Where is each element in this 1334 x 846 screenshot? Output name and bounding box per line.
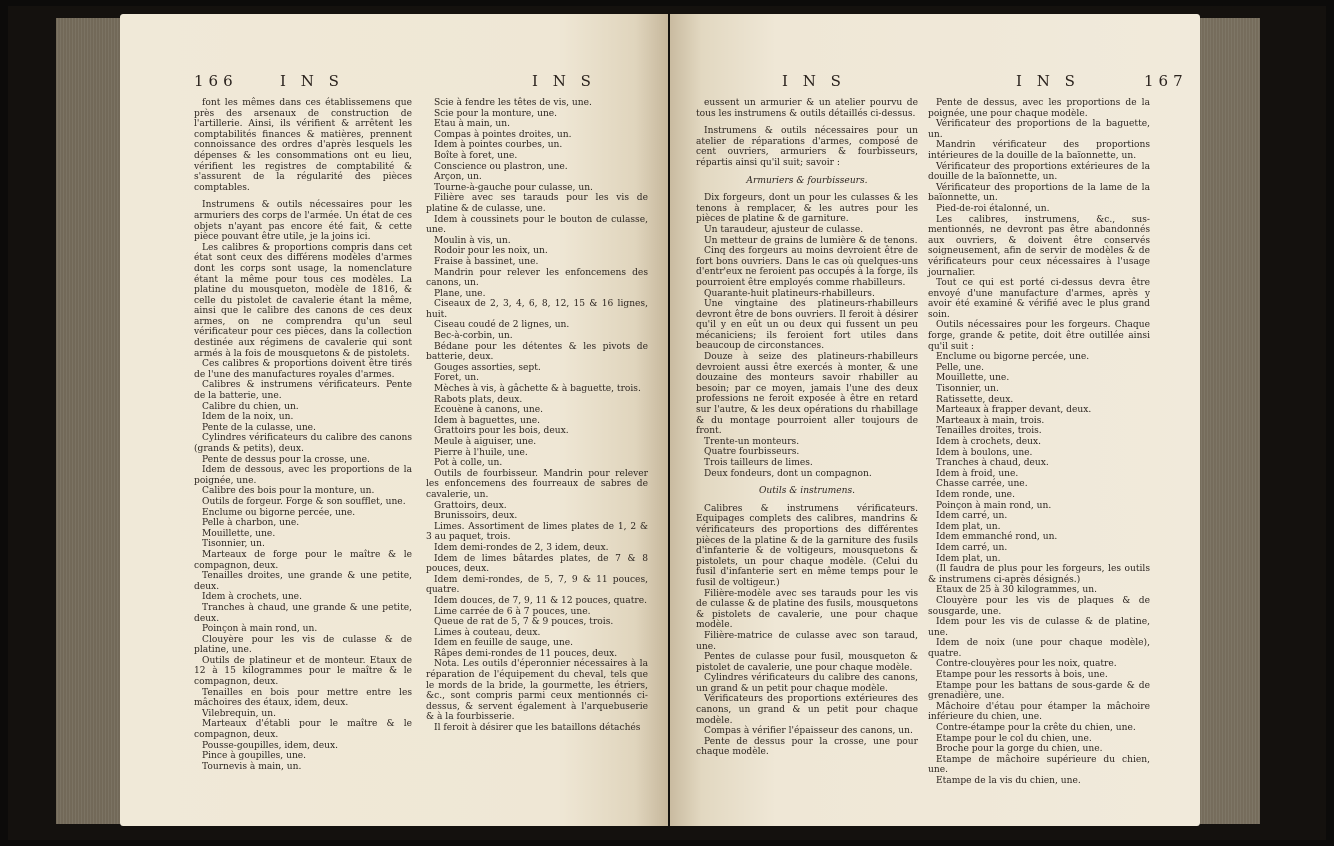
text-line: Etaux de 25 à 30 kilogrammes, un. xyxy=(936,585,1097,596)
text-line: Armuriers & fourbisseurs. xyxy=(746,175,868,186)
text-line: Compas à vérifier l'épaisseur des canons, un. xyxy=(704,726,913,737)
text-line: Scie pour la monture, une. xyxy=(434,108,558,119)
text-line: Fraise à bassinet, une. xyxy=(434,256,539,267)
text-line: Tranches à chaud, deux. xyxy=(936,458,1049,469)
text-line: Broche pour la gorge du chien, une. xyxy=(936,744,1103,755)
text-line: Pierre à l'huile, une. xyxy=(434,447,528,458)
text-line: Mandrin pour relever les enfoncemens des canons, un. xyxy=(426,267,648,289)
text-line: Idem à froid, une. xyxy=(936,468,1019,479)
text-line: Idem demi-rondes, de 5, 7, 9 & 11 pouces, quatre. xyxy=(426,574,648,596)
text-line: Etampe pour les battans de sous-garde & de grenadière, une. xyxy=(928,680,1150,702)
text-line: Filière-matrice de culasse avec son taraud, une. xyxy=(696,630,918,652)
text-line: Tournevis à main, un. xyxy=(202,761,302,772)
text-line: Lime carrée de 6 à 7 pouces, une. xyxy=(434,606,591,617)
text-line: Instrumens & outils nécessaires pour les armuriers des corps de l'armée. Un état de ces objets n'ayant pas encore été fait, & cette pièce pouvant être utile, je la joins ici. xyxy=(194,200,412,243)
text-line: Pousse-goupilles, idem, deux. xyxy=(202,740,338,751)
text-line: Vérificateur des proportions extérieures de la douille de la baïonnette, un. xyxy=(928,161,1150,183)
text-line: Calibre des bois pour la monture, un. xyxy=(202,486,375,497)
text-line: Idem à coussinets pour le bouton de culasse, une. xyxy=(426,214,648,236)
text-line: Il feroit à désirer que les bataillons détachés xyxy=(434,723,641,734)
text-line: Rabots plats, deux. xyxy=(434,394,523,405)
text-line: Outils de fourbisseur. Mandrin pour relever les enfoncemens des fourreaux de sabres de cavalerie, un. xyxy=(426,468,648,500)
text-line: Mèches à vis, à gâchette & à baguette, trois. xyxy=(434,384,641,395)
text-line: Grattoirs pour les bois, deux. xyxy=(434,426,569,437)
text-line xyxy=(696,169,918,176)
text-line: Un metteur de grains de lumière & de tenons. xyxy=(704,235,918,246)
text-line: Boîte à foret, une. xyxy=(434,150,518,161)
text-line: Outils de forgeur. Forge & son soufflet, une. xyxy=(202,496,406,507)
text-line: Chasse carrée, une. xyxy=(936,479,1028,490)
left-page-column-1 xyxy=(194,98,412,772)
text-line: Pente de dessus pour la crosse, une pour chaque modèle. xyxy=(696,736,918,758)
text-line: Idem de la noix, un. xyxy=(202,412,294,423)
text-line: Idem de noix (une pour chaque modèle), quatre. xyxy=(928,638,1150,659)
text-line: Cylindres vérificateurs du calibre des canons (grands & petits), deux. xyxy=(194,433,412,454)
text-line: Pentes de culasse pour fusil, mousqueton & pistolet de cavalerie, une pour chaque modèle. xyxy=(696,652,918,673)
text-line: Outils de platineur et de monteur. Etaux de 12 à 15 kilogrammes pour le maître & le compagnon, deux. xyxy=(194,655,412,688)
text-line: Idem en feuille de sauge, une. xyxy=(434,638,574,649)
left-page-number: 166 xyxy=(194,72,238,90)
text-line: Outils & instrumens. xyxy=(758,486,856,497)
text-line: Vérificateur des proportions de la baguette, un. xyxy=(928,119,1150,140)
text-line: eussent un armurier & un atelier pourvu de tous les instrumens & outils détaillés ci-dessus. xyxy=(696,98,918,119)
text-line: Idem demi-rondes de 2, 3 idem, deux. xyxy=(434,542,609,553)
text-line: Bec-à-corbin, un. xyxy=(434,331,513,342)
text-line: Calibres & instrumens vérificateurs. Equipages complets des calibres, mandrins & vérificateurs des proportions des différentes pièces de la platine & de la garniture des fusils d'infanterie & de voltigeurs, mousquetons & pistolets, un pour chaque modèle. (Celui du fusil d'infanterie sert en même temps pour le fusil de voltigeur.) xyxy=(696,503,918,588)
text-line: Marteaux de forge pour le maître & le compagnon, deux. xyxy=(194,549,412,571)
right-page-edges xyxy=(1200,18,1260,824)
text-line: Pente de la culasse, une. xyxy=(202,422,316,433)
left-header-right: I N S xyxy=(532,72,596,90)
text-line: Pied-de-roi étalonné, un. xyxy=(936,203,1050,214)
text-line: Mouillette, une. xyxy=(202,528,276,539)
text-line: Quatre fourbisseurs. xyxy=(704,447,800,458)
text-line: Quarante-huit platineurs-rhabilleurs. xyxy=(704,288,875,299)
text-line: Les calibres, instrumens, &c., sus-mentionnés, ne devront pas être abandonnés aux ouvriers, & doivent être conservés soigneusement, afin de servir de modèles & de vérificateurs pour ceux nécessaires à l'usage journalier. xyxy=(928,214,1150,278)
text-line: Marteaux à main, trois. xyxy=(936,415,1045,426)
right-page-column-1 xyxy=(696,98,918,758)
text-line: Ratissette, deux. xyxy=(936,394,1014,405)
left-header-left: I N S xyxy=(280,72,344,90)
text-line: Idem carré, un. xyxy=(936,511,1008,522)
text-line: Tranches à chaud, une grande & une petite, deux. xyxy=(194,602,412,624)
text-line: Marteaux d'établi pour le maître & le compagnon, deux. xyxy=(194,719,412,741)
text-line: Nota. Les outils d'éperonnier nécessaires à la réparation de l'équipement du cheval, tels que le mords de la bride, la gourmette, les étriers, &c., sont compris parmi ceux mentionnés ci-dessus, & servent également à l'arquebuserie & à la fourbisserie. xyxy=(426,659,648,723)
left-page xyxy=(120,14,668,826)
text-line: Les calibres & proportions compris dans cet état sont ceux des différens modèles d'armes dont les corps sont usage, la nomenclature étant la même pour tous ces modèles. La platine du mousqueton, modèle de 1816, & celle du pistolet de cavalerie étant la même, ainsi que le calibre des canons de ces deux armes, on ne comprendra qu'un seul vérificateur pour ces pièces, dans la collection destinée aux régimens de cavalerie qui sont armés à la fois de mousquetons & de pistolets. xyxy=(194,242,412,359)
text-line: Calibres & instrumens vérificateurs. Pente de la batterie, une. xyxy=(194,380,412,402)
text-line: Pot à colle, un. xyxy=(434,458,503,469)
text-line: Arçon, un. xyxy=(434,172,482,183)
text-line: Filière-modèle avec ses tarauds pour les vis de culasse & de platine des fusils, mousquetons & pistolets de cavalerie, une pour chaque modèle. xyxy=(696,588,918,631)
text-line: Instrumens & outils nécessaires pour un atelier de réparations d'armes, composé de cent ouvriers, armuriers & fourbisseurs, répartis ainsi qu'il suit; savoir : xyxy=(696,126,918,168)
text-line: Gouges assorties, sept. xyxy=(434,362,541,373)
text-line: Tisonnier, un. xyxy=(202,539,265,550)
text-line: Tenailles droites, trois. xyxy=(936,426,1042,437)
text-line: Plane, une. xyxy=(434,288,486,299)
text-line: Deux fondeurs, dont un compagnon. xyxy=(704,468,872,479)
text-line xyxy=(696,479,918,486)
text-line: Douze à seize des platineurs-rhabilleurs devroient aussi être exercés à monter, & une douzaine des monteurs savoir rhabiller au besoin; par ce moyen, jamais l'une des deux professions ne feroit exposée à être en retard sur l'autre, & les deux opérations du rhabillage & du montage pourroient aller toujours de front. xyxy=(696,352,918,437)
text-line: Poinçon à main rond, un. xyxy=(202,624,318,635)
text-line xyxy=(696,497,918,504)
text-line: Limes à couteau, deux. xyxy=(434,627,541,638)
text-line: font les mêmes dans ces établissemens que près des arsenaux de construction de l'artillerie. Ainsi, ils vérifient & arrêtent les comptabilités finances & matières, prennent connoissance des ordres d'après lesquels les dépenses & les consommations ont eu lieu, vérifient les registres de comptabilité & s'assurent de la régularité des pièces comptables. xyxy=(194,98,412,193)
text-line: Idem douces, de 7, 9, 11 & 12 pouces, quatre. xyxy=(434,595,647,606)
text-line: Trois tailleurs de limes. xyxy=(704,458,813,468)
text-line: Filière avec ses tarauds pour les vis de platine & de culasse, une. xyxy=(426,193,648,214)
text-line: Une vingtaine des platineurs-rhabilleurs devront être de bons ouvriers. Il feroit à désirer qu'il y en eût un ou deux qui fussent un peu mécaniciens; ils feroient fort utiles dans beaucoup de circonstances. xyxy=(696,299,918,352)
left-page-edges xyxy=(56,18,120,824)
text-line: Mâchoire d'étau pour étamper la mâchoire inférieure du chien, une. xyxy=(928,701,1150,723)
right-page-column-2 xyxy=(928,98,1150,787)
text-line: Conscience ou plastron, une. xyxy=(434,161,568,172)
left-page-column-2 xyxy=(426,98,648,734)
text-line: Etampe pour le col du chien, une. xyxy=(936,733,1092,744)
text-line: Limes. Assortiment de limes plates de 1, 2 & 3 au paquet, trois. xyxy=(426,521,648,543)
text-line: Bédane pour les détentes & les pivots de batterie, deux. xyxy=(426,341,648,363)
text-line: Etampe pour les ressorts à bois, une. xyxy=(936,670,1108,681)
text-line: Vérificateurs des proportions extérieures des canons, un grand & un petit pour chaque modèle. xyxy=(696,694,918,726)
right-page-number: 167 xyxy=(1144,72,1188,90)
text-line: Vérificateur des proportions de la lame de la baïonnette, un. xyxy=(928,182,1150,204)
text-line: Contre-étampe pour la crête du chien, une. xyxy=(936,723,1136,734)
text-line: Ciseau coudé de 2 lignes, un. xyxy=(434,320,570,331)
text-line: Tourne-à-gauche pour culasse, un. xyxy=(434,182,593,193)
text-line: Poinçon à main rond, un. xyxy=(936,500,1052,511)
text-line: Foret, un. xyxy=(434,373,480,384)
text-line: Dix forgeurs, dont un pour les culasses & les tenons à remplacer, & les autres pour les pièces de platine & de garniture. xyxy=(696,193,918,225)
text-line: Vilebrequin, un. xyxy=(202,708,276,719)
text-line: Idem plat, un. xyxy=(936,521,1001,532)
text-line: Idem à pointes courbes, un. xyxy=(434,140,563,151)
text-line: Trente-un monteurs. xyxy=(704,436,800,447)
text-line: Etampe de mâchoire supérieure du chien, une. xyxy=(928,754,1150,776)
text-line: Ces calibres & proportions doivent être tirés de l'une des manufactures royales d'armes. xyxy=(194,359,412,380)
text-line: Tout ce qui est porté ci-dessus devra être envoyé d'une manufacture d'armes, après y avoir été examiné & vérifié avec le plus grand soin. xyxy=(928,278,1150,320)
text-line: Idem à crochets, deux. xyxy=(936,437,1042,447)
text-line: Cylindres vérificateurs du calibre des canons, un grand & un petit pour chaque modèle. xyxy=(696,673,918,694)
text-line: Outils nécessaires pour les forgeurs. Chaque forge, grande & petite, doit être outillée ainsi qu'il suit : xyxy=(928,320,1150,352)
text-line: Idem carré, un. xyxy=(936,542,1008,553)
text-line: Meule à aiguiser, une. xyxy=(434,437,537,447)
text-line: Idem plat, un. xyxy=(936,553,1001,564)
text-line: Idem de limes bâtardes plates, de 7 & 8 pouces, deux. xyxy=(426,553,648,575)
text-line: Contre-clouyères pour les noix, quatre. xyxy=(936,659,1117,670)
right-page xyxy=(670,14,1200,826)
text-line: Rodoir pour les noix, un. xyxy=(434,246,548,257)
text-line: Idem pour les vis de culasse & de platine, une. xyxy=(928,617,1150,638)
right-header-right: I N S xyxy=(1016,72,1080,90)
text-line: Enclume ou bigorne percée, une. xyxy=(936,352,1090,363)
text-line: Enclume ou bigorne percée, une. xyxy=(202,507,356,518)
text-line: Mouillette, une. xyxy=(936,373,1010,384)
text-line: Idem à baguettes, une. xyxy=(434,415,541,426)
text-line: Pelle, une. xyxy=(936,362,985,373)
text-line: Marteaux à frapper devant, deux. xyxy=(936,405,1092,416)
text-line: Idem de dessous, avec les proportions de la poignée, une. xyxy=(194,465,412,486)
text-line: (Il faudra de plus pour les forgeurs, les outils & instrumens ci-après désignés.) xyxy=(928,564,1150,585)
text-line: Pelle à charbon, une. xyxy=(202,518,300,529)
text-line: Etampe de la vis du chien, une. xyxy=(936,776,1081,786)
text-line: Clouyère pour les vis de culasse & de platine, une. xyxy=(194,634,412,656)
text-line: Queue de rat de 5, 7 & 9 pouces, trois. xyxy=(434,617,614,628)
text-line: Idem emmanché rond, un. xyxy=(936,532,1058,543)
text-line: Ciseaux de 2, 3, 4, 6, 8, 12, 15 & 16 lignes, huit. xyxy=(426,299,648,320)
text-line: Cinq des forgeurs au moins devroient être de fort bons ouvriers. Dans le cas où quelques-uns d'entr'eux ne feroient pas occupés à la forge, ils pourroient être employés comme rhabilleurs. xyxy=(696,246,918,288)
text-line: Tenailles droites, une grande & une petite, deux. xyxy=(194,571,412,592)
text-line: Grattoirs, deux. xyxy=(434,500,507,511)
text-line: Idem à crochets, une. xyxy=(202,592,302,603)
text-line: Mandrin vérificateur des proportions intérieures de la douille de la baïonnette, un. xyxy=(928,140,1150,161)
text-line: Un taraudeur, ajusteur de culasse. xyxy=(704,224,864,235)
text-line: Moulin à vis, un. xyxy=(434,235,511,246)
text-line: Pente de dessus, avec les proportions de la poignée, une pour chaque modèle. xyxy=(928,98,1150,119)
text-line: Ecouène à canons, une. xyxy=(434,405,544,416)
text-line: Pente de dessus pour la crosse, une. xyxy=(202,454,370,465)
text-line: Pince à goupilles, une. xyxy=(202,751,307,762)
text-line: Compas à pointes droites, un. xyxy=(434,129,572,140)
text-line: Etau à main, un. xyxy=(434,119,510,130)
text-line: Tenailles en bois pour mettre entre les mâchoires des étaux, idem, deux. xyxy=(194,687,412,709)
text-line: Idem ronde, une. xyxy=(936,489,1015,500)
text-line xyxy=(696,186,918,193)
text-line: Idem à boulons, une. xyxy=(936,447,1033,458)
text-line: Brunissoirs, deux. xyxy=(434,511,518,522)
text-line: Râpes demi-rondes de 11 pouces, deux. xyxy=(434,648,618,659)
text-line: Scie à fendre les têtes de vis, une. xyxy=(434,98,592,108)
right-header-left: I N S xyxy=(782,72,846,90)
text-line: Tisonnier, un. xyxy=(936,384,999,395)
text-line: Clouyère pour les vis de plaques & de sousgarde, une. xyxy=(928,595,1150,617)
text-line: Calibre du chien, un. xyxy=(202,401,299,412)
